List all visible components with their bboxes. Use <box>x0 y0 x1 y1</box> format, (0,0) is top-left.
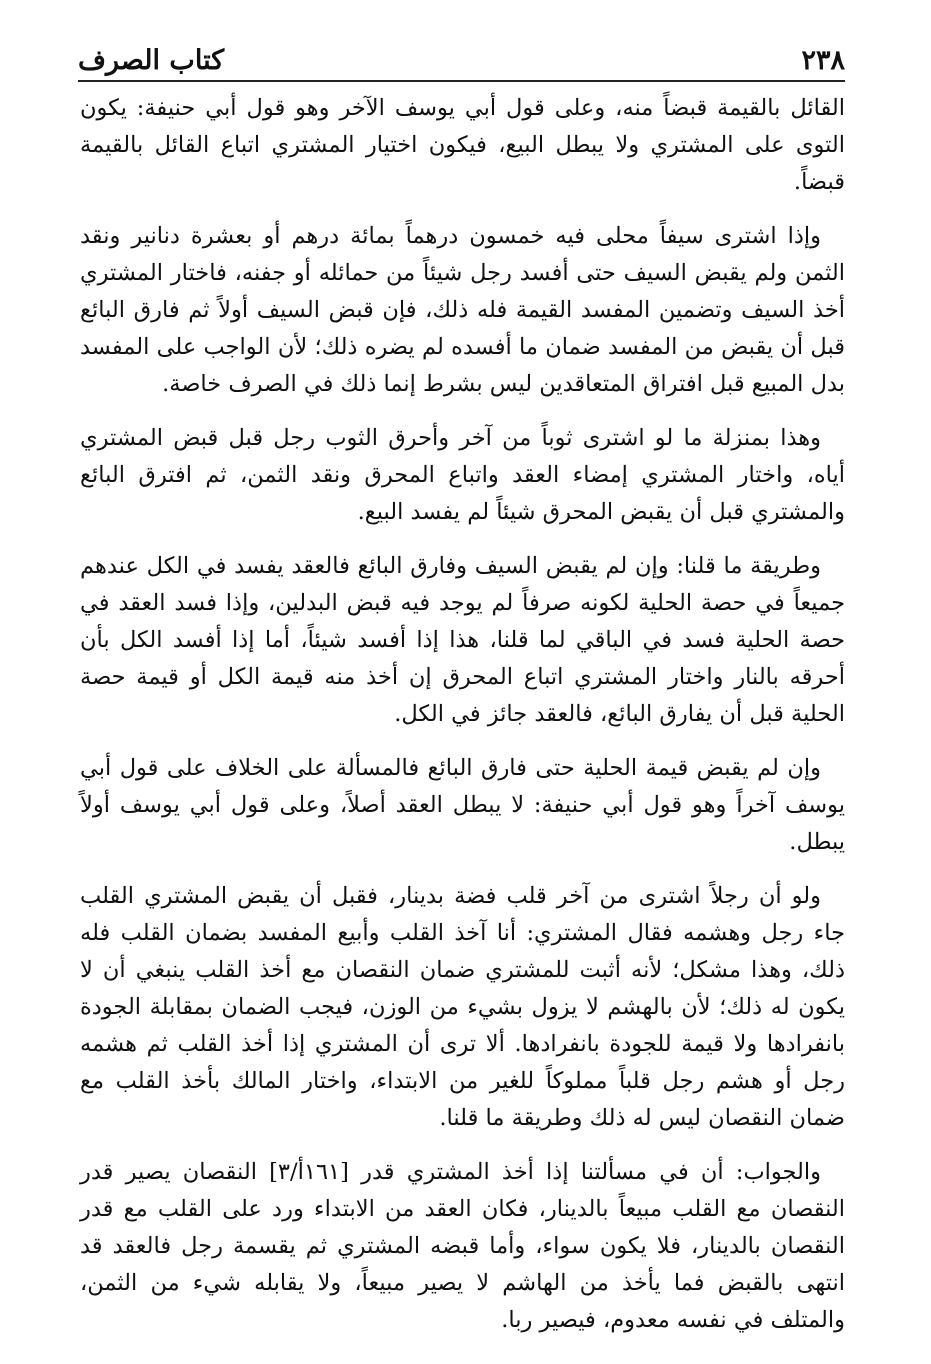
header-divider <box>78 80 845 82</box>
paragraph: ولو أن رجلاً اشترى من آخر قلب فضة بدينار، فقبل أن يقبض المشتري القلب جاء رجل وهشمه فقال المشتري: أنا آخذ القلب وأبيع المفسد بضمان القلب فله ذلك، وهذا مشكل؛ لأنه أثبت للمشتري ضمان النقصان مع أخذ القلب ينبغي أن لا يكون له ذلك؛ لأن بالهشم لا يزول بشيء من الوزن، فيجب الضمان بمقابلة الجودة بانفرادها ولا قيمة للجودة بانفرادها. ألا ترى أن المشتري إذا أخذ القلب ثم هشمه رجل أو هشم رجل قلباً مملوكاً للغير من الابتداء، واختار المالك بأخذ القلب مع ضمان النقصان ليس له ذلك وطريقة ما قلنا. <box>80 883 845 1131</box>
chapter-title: كتاب الصرف <box>78 45 225 76</box>
paragraph: وإن لم يقبض قيمة الحلية حتى فارق البائع فالمسألة على الخلاف على قول أبي يوسف آخراً وهو قول أبي حنيفة: لا يبطل العقد أصلاً، وعلى قول أبي يوسف أولاً يبطل. <box>80 755 845 855</box>
page-number: ٢٣٨ <box>801 45 845 76</box>
paragraph: والجواب: أن في مسألتنا إذا أخذ المشتري قدر [١٦١أ/٣] النقصان يصير قدر النقصان مع القلب مبيعاً بالدينار، فكان العقد من الابتداء ورد على القلب مع قدر النقصان بالدينار، فلا يكون سواء، وأما قبضه المشتري ثم يقسمة رجل فالعقد قد انتهى بالقبض فما يأخذ من الهاشم لا يصير مبيعاً، ولا يقابله شيء من الثمن، والمتلف في نفسه معدوم، فيصير ربا. <box>80 1159 845 1333</box>
paragraph: وإذا اشترى سيفاً محلى فيه خمسون درهماً بمائة درهم أو بعشرة دنانير ونقد الثمن ولم يقبض السيف حتى أفسد رجل شيئاً من حمائله أو جفنه، فاختار المشتري أخذ السيف وتضمين المفسد القيمة فله ذلك، فإن قبض السيف أولاً ثم فارق البائع قبل أن يقبض من المفسد ضمان ما أفسده لم يضره ذلك؛ لأن الواجب على المفسد بدل المبيع قبل افتراق المتعاقدين ليس بشرط إنما ذلك في الصرف خاصة. <box>80 223 845 397</box>
paragraph: وهذا بمنزلة ما لو اشترى ثوباً من آخر وأحرق الثوب رجل قبل قبض المشتري أياه، واختار المشتري إمضاء العقد واتباع المحرق ونقد الثمن، ثم افترق البائع والمشتري قبل أن يقبض المحرق شيئاً لم يفسد البيع. <box>80 425 845 525</box>
paragraph: القائل بالقيمة قبضاً منه، وعلى قول أبي يوسف الآخر وهو قول أبي حنيفة: يكون التوى على المشتري ولا يبطل البيع، فيكون اختيار المشتري اتباع القائل بالقيمة قبضاً. <box>80 95 845 195</box>
page-body <box>80 90 845 1356</box>
paragraph: وطريقة ما قلنا: وإن لم يقبض السيف وفارق البائع فالعقد يفسد في الكل عندهم جميعاً في حصة الحلية لكونه صرفاً لم يوجد فيه قبض البدلين، وإذا فسد العقد في حصة الحلية فسد في الباقي لما قلنا، هذا إذا أفسد شيئاً، أما إذا أفسد الكل بأن أحرقه بالنار واختار المشتري اتباع المحرق إن أخذ منه قيمة الكل أو قيمة حصة الحلية قبل أن يفارق البائع، فالعقد جائز في الكل. <box>80 553 845 727</box>
running-header <box>78 34 845 74</box>
